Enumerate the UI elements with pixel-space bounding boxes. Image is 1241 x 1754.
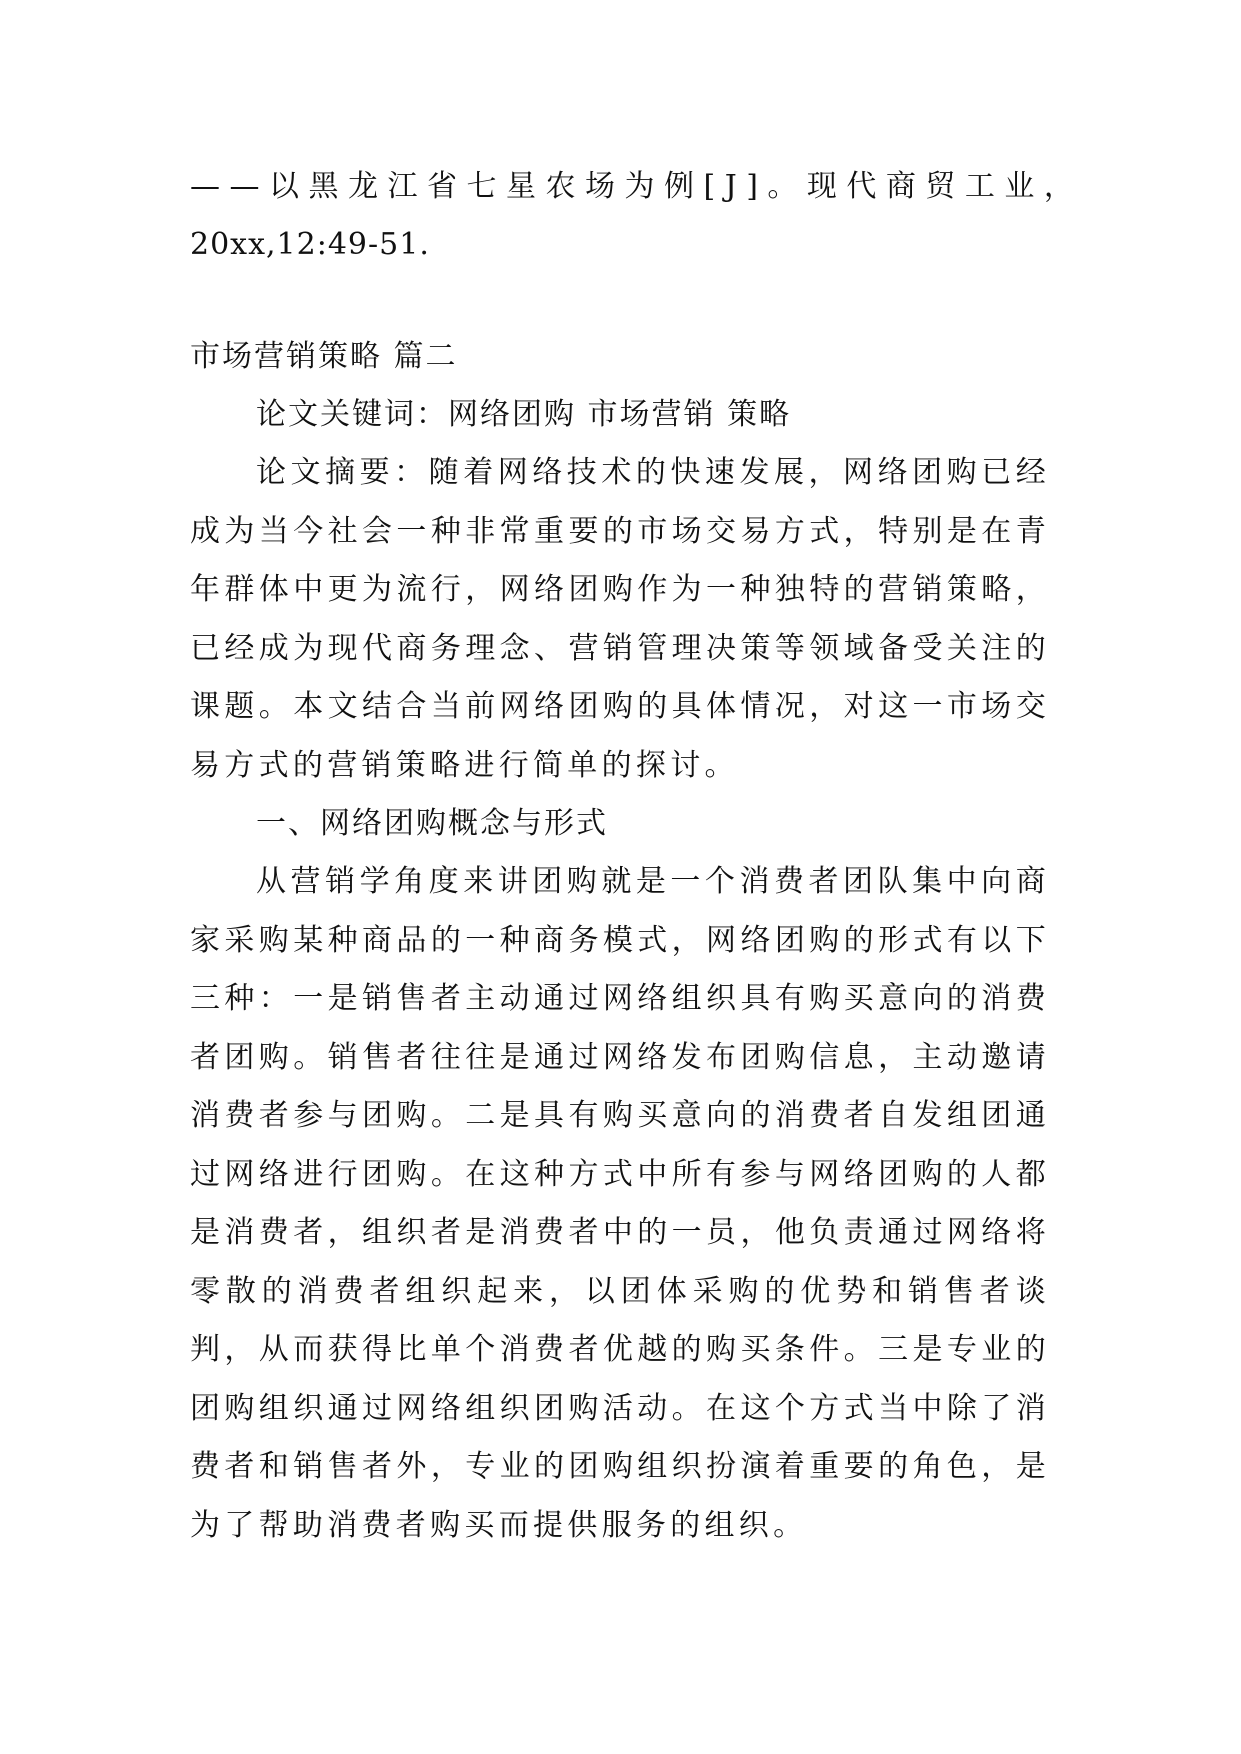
reference-line-2: 20xx,12:49-51. <box>190 227 430 262</box>
paragraph-gap <box>190 274 1050 328</box>
body-paragraph-1: 从营销学角度来讲团购就是一个消费者团队集中向商家采购某种商品的一种商务模式，网络团购的形式有以下三种：一是销售者主动通过网络组织具有购买意向的消费者团购。销售者往往是通过网络发布团购信息，主动邀请消费者参与团购。二是具有购买意向的消费者自发组团通过网络进行团购。在这种方式中所有参与网络团购的人都是消费者，组织者是消费者中的一员，他负责通过网络将零散的消费者组织起来，以团体采购的优势和销售者谈判，从而获得比单个消费者优越的购买条件。三是专业的团购组织通过网络组织团购活动。在这个方式当中除了消费者和销售者外，专业的团购组织扮演着重要的角色，是为了帮助消费者购买而提供服务的组织。 <box>190 864 1050 1543</box>
document-content <box>190 158 1084 1555</box>
keywords-line: 论文关键词：网络团购 市场营销 策略 <box>256 397 792 432</box>
section-title: 市场营销策略 篇二 <box>190 339 458 374</box>
abstract-paragraph: 论文摘要：随着网络技术的快速发展，网络团购已经成为当今社会一种非常重要的市场交易方式，特别是在青年群体中更为流行，网络团购作为一种独特的营销策略，已经成为现代商务理念、营销管理决策等领域备受关注的课题。本文结合当前网络团购的具体情况，对这一市场交易方式的营销策略进行简单的探讨。 <box>190 455 1050 783</box>
reference-line-1: ——以黑龙江省七星农场为例[J]。现代商贸工业， <box>190 169 1084 204</box>
section-heading-1: 一、网络团购概念与形式 <box>256 806 608 841</box>
